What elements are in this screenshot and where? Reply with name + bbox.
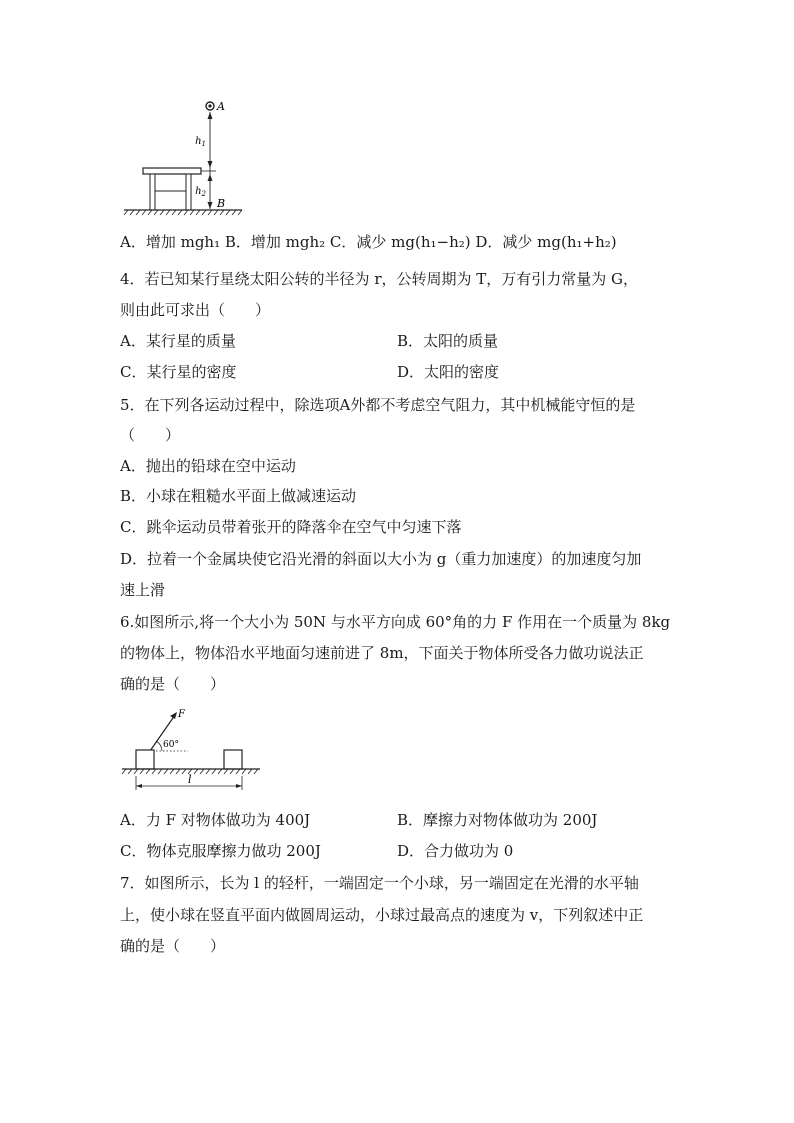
q4-stem-line1: 4．若已知某行星绕太阳公转的半径为 r，公转周期为 T，万有引力常量为 G， [120, 270, 639, 288]
label-f: F [178, 709, 185, 720]
q4-option-c: C．某行星的密度 [120, 363, 237, 381]
q5-stem-line1: 5．在下列各运动过程中，除选项A外都不考虑空气阻力，其中机械能守恒的是 [120, 396, 636, 414]
label-l: l [188, 773, 192, 786]
q4-option-a: A．某行星的质量 [120, 332, 236, 350]
q6-option-a: A．力 F 对物体做功为 400J [120, 811, 311, 829]
q6-option-d: D．合力做功为 0 [397, 842, 514, 860]
label-h2: $h_2$ [195, 186, 206, 198]
q3-options: A．增加 mgh₁ B．增加 mgh₂ C．减少 mg(h₁−h₂) D．减少 mg(h₁+h₂) [120, 233, 617, 251]
q7-stem-line1: 7．如图所示，长为 l 的轻杆，一端固定一个小球，另一端固定在光滑的水平轴 [120, 874, 639, 892]
label-a: A [217, 100, 225, 113]
q7-stem-line3: 确的是（ ） [120, 937, 226, 955]
q5-option-d-line2: 速上滑 [120, 581, 166, 599]
q6-stem-line1: 6.如图所示,将一个大小为 50N 与水平方向成 60°角的力 F 作用在一个质量为 8kg [120, 613, 671, 631]
label-b: B [217, 197, 226, 210]
q5-option-b: B．小球在粗糙水平面上做减速运动 [120, 487, 357, 505]
q6-option-c: C．物体克服摩擦力做功 200J [120, 842, 321, 860]
q6-stem-line2: 的物体上，物体沿水平地面匀速前进了 8m，下面关于物体所受各力做功说法正 [120, 644, 644, 662]
q6-stem-line3: 确的是（ ） [120, 675, 226, 693]
q5-stem-line2: （ ） [120, 426, 181, 444]
label-h1: $h_1$ [195, 136, 206, 148]
q4-option-b: B．太阳的质量 [397, 332, 499, 350]
q5-option-a: A．抛出的铅球在空中运动 [120, 457, 296, 475]
q5-option-c: C．跳伞运动员带着张开的降落伞在空气中匀速下落 [120, 518, 462, 536]
q7-stem-line2: 上，使小球在竖直平面内做圆周运动，小球过最高点的速度为 v，下列叙述中正 [120, 906, 644, 924]
q5-option-d-line1: D．拉着一个金属块使它沿光滑的斜面以大小为 g（重力加速度）的加速度匀加 [120, 550, 642, 568]
q4-stem-line2: 则由此可求出（ ） [120, 301, 271, 319]
label-angle: 60° [163, 740, 179, 750]
block-end [224, 750, 242, 769]
q4-option-d: D．太阳的密度 [397, 363, 500, 381]
q6-option-b: B．摩擦力对物体做功为 200J [397, 811, 598, 829]
block-start [136, 750, 154, 769]
force-block-figure [118, 704, 268, 796]
falling-ball-figure [120, 96, 250, 218]
